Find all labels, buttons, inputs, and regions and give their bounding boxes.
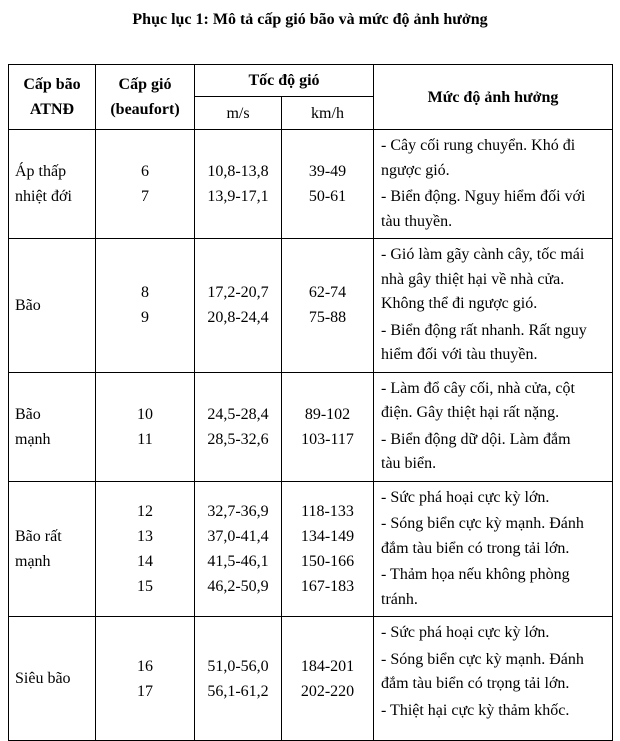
header-ms: m/s — [195, 97, 282, 130]
impact-line: tránh. — [381, 590, 418, 608]
speed-kmh-cell — [282, 481, 374, 617]
storm-level-cell — [9, 130, 96, 239]
speed-kmh-cell-line: 202-220 — [300, 682, 355, 700]
beaufort-cell — [96, 239, 195, 373]
impact-line: - Làm đổ cây cối, nhà cửa, cột — [381, 379, 575, 397]
speed-kmh-cell-line: 103-117 — [301, 430, 354, 448]
impact-item — [381, 134, 608, 183]
beaufort-cell-line: 13 — [137, 527, 153, 545]
page-title: Phục lục 1: Mô tả cấp gió bão và mức độ ảnh hưởng — [132, 11, 488, 28]
impact-line: tàu thuyền. — [381, 212, 453, 230]
storm-level-cell-line: Bão — [15, 405, 41, 423]
speed-ms-cell-line: 51,0-56,0 — [207, 657, 269, 675]
storm-level-cell-line: Áp thấp — [15, 163, 67, 180]
header-impact: Mức độ ảnh hưởng — [374, 65, 613, 130]
speed-kmh-cell-line: 75-88 — [308, 309, 347, 327]
impact-line: Không thể đi ngược gió. — [381, 295, 538, 312]
speed-ms-cell-line: 20,8-24,4 — [207, 309, 269, 327]
speed-ms-cell-line: 37,0-41,4 — [207, 527, 269, 545]
impact-item — [381, 699, 608, 724]
table-row — [9, 239, 613, 373]
impact-line: - Biển động. Nguy hiểm đối với — [381, 188, 586, 205]
storm-level-cell — [9, 617, 96, 741]
storm-level-cell — [9, 372, 96, 481]
impact-line: - Biển động dữ dội. Làm đắm — [381, 430, 571, 448]
speed-ms-cell — [195, 617, 282, 741]
speed-kmh-cell-line: 134-149 — [300, 527, 355, 545]
storm-level-cell-line: Bão — [15, 296, 41, 314]
beaufort-cell-line: 15 — [137, 577, 153, 595]
beaufort-cell-line: 17 — [137, 682, 153, 700]
speed-kmh-cell-line: 118-133 — [301, 502, 354, 520]
impact-item — [381, 512, 608, 561]
speed-kmh-cell-line: 150-166 — [300, 552, 355, 570]
impact-item — [381, 185, 608, 234]
storm-level-cell — [9, 481, 96, 617]
impact-item — [381, 486, 608, 511]
impact-cell — [374, 130, 613, 239]
speed-kmh-cell-line: 62-74 — [308, 284, 347, 302]
beaufort-cell-line: 11 — [137, 430, 153, 448]
impact-line: - Biển động rất nhanh. Rất nguy — [381, 321, 587, 339]
impact-line: - Sóng biển cực kỳ mạnh. Đánh — [381, 515, 584, 532]
speed-kmh-cell-line: 50-61 — [308, 188, 347, 205]
beaufort-cell-line: 12 — [137, 502, 153, 520]
storm-level-table — [8, 64, 613, 741]
speed-ms-cell-line: 17,2-20,7 — [207, 284, 269, 302]
impact-item — [381, 243, 608, 317]
impact-line: nhà gây thiệt hại về nhà cửa. — [381, 270, 565, 288]
speed-ms-cell-line: 56,1-61,2 — [207, 682, 269, 700]
speed-kmh-cell — [282, 372, 374, 481]
impact-line: hiểm đối với tàu thuyền. — [381, 346, 538, 363]
beaufort-cell — [96, 481, 195, 617]
impact-item — [381, 319, 608, 368]
impact-item — [381, 563, 608, 612]
header-beaufort: Cấp gió (beaufort) — [96, 65, 195, 130]
speed-ms-cell — [195, 372, 282, 481]
speed-ms-cell-line: 46,2-50,9 — [207, 577, 269, 595]
impact-line: - Sức phá hoại cực kỳ lớn. — [381, 488, 550, 506]
impact-cell — [374, 481, 613, 617]
table-row — [9, 372, 613, 481]
impact-line: - Thiệt hại cực kỳ thảm khốc. — [381, 701, 570, 719]
impact-line: - Thảm họa nếu không phòng — [381, 566, 570, 583]
table-row — [9, 130, 613, 239]
speed-kmh-cell-line: 89-102 — [304, 405, 351, 423]
table-row — [9, 481, 613, 617]
speed-ms-cell-line: 13,9-17,1 — [207, 188, 269, 205]
beaufort-cell — [96, 617, 195, 741]
impact-cell — [374, 372, 613, 481]
speed-ms-cell — [195, 481, 282, 617]
impact-line: - Sóng biển cực kỳ mạnh. Đánh — [381, 650, 584, 668]
speed-kmh-cell-line: 39-49 — [308, 163, 347, 180]
impact-line: - Sức phá hoại cực kỳ lớn. — [381, 624, 550, 641]
impact-line: điện. Gây thiệt hại rất nặng. — [381, 404, 560, 421]
table-body — [9, 130, 613, 741]
table-row — [9, 617, 613, 741]
header-kmh: km/h — [282, 97, 374, 130]
beaufort-cell-line: 14 — [137, 552, 153, 570]
storm-level-cell-line: mạnh — [15, 552, 51, 570]
beaufort-cell — [96, 372, 195, 481]
beaufort-cell-line: 16 — [137, 657, 153, 675]
speed-kmh-cell-line: 167-183 — [300, 577, 355, 595]
impact-item — [381, 621, 608, 646]
impact-line: đắm tàu biển có trong tải lớn. — [381, 539, 570, 557]
impact-item — [381, 428, 608, 477]
speed-ms-cell — [195, 239, 282, 373]
impact-line: - Gió làm gãy cành cây, tốc mái — [381, 246, 585, 263]
storm-level-cell — [9, 239, 96, 373]
impact-line: - Cây cối rung chuyển. Khó đi — [381, 137, 576, 154]
impact-line: tàu biển. — [381, 455, 437, 472]
speed-kmh-cell — [282, 130, 374, 239]
table-header — [9, 65, 613, 130]
impact-cell — [374, 617, 613, 741]
beaufort-cell-line: 8 — [141, 284, 149, 302]
storm-level-cell-line: Bão rất — [15, 527, 62, 545]
speed-ms-cell — [195, 130, 282, 239]
beaufort-cell-line: 6 — [141, 163, 149, 180]
impact-cell — [374, 239, 613, 373]
header-storm-level: Cấp bão ATNĐ — [9, 65, 96, 130]
storm-level-cell-line: mạnh — [15, 430, 51, 448]
impact-line: ngược gió. — [381, 161, 450, 179]
speed-kmh-cell-line: 184-201 — [300, 657, 355, 675]
beaufort-cell-line: 10 — [137, 405, 153, 423]
speed-ms-cell-line: 28,5-32,6 — [207, 430, 269, 448]
beaufort-cell — [96, 130, 195, 239]
header-wind-speed: Tốc độ gió — [195, 65, 374, 97]
impact-item — [381, 648, 608, 697]
speed-ms-cell-line: 10,8-13,8 — [207, 163, 269, 180]
impact-item — [381, 377, 608, 426]
storm-level-cell-line: nhiệt đới — [15, 188, 72, 205]
speed-kmh-cell — [282, 617, 374, 741]
speed-kmh-cell — [282, 239, 374, 373]
impact-line: đắm tàu biển có trọng tải lớn. — [381, 675, 570, 692]
beaufort-cell-line: 7 — [141, 188, 149, 205]
beaufort-cell-line: 9 — [141, 309, 149, 327]
speed-ms-cell-line: 41,5-46,1 — [207, 552, 269, 570]
storm-level-cell-line: Siêu bão — [15, 670, 71, 687]
speed-ms-cell-line: 32,7-36,9 — [207, 502, 269, 520]
speed-ms-cell-line: 24,5-28,4 — [207, 405, 269, 423]
